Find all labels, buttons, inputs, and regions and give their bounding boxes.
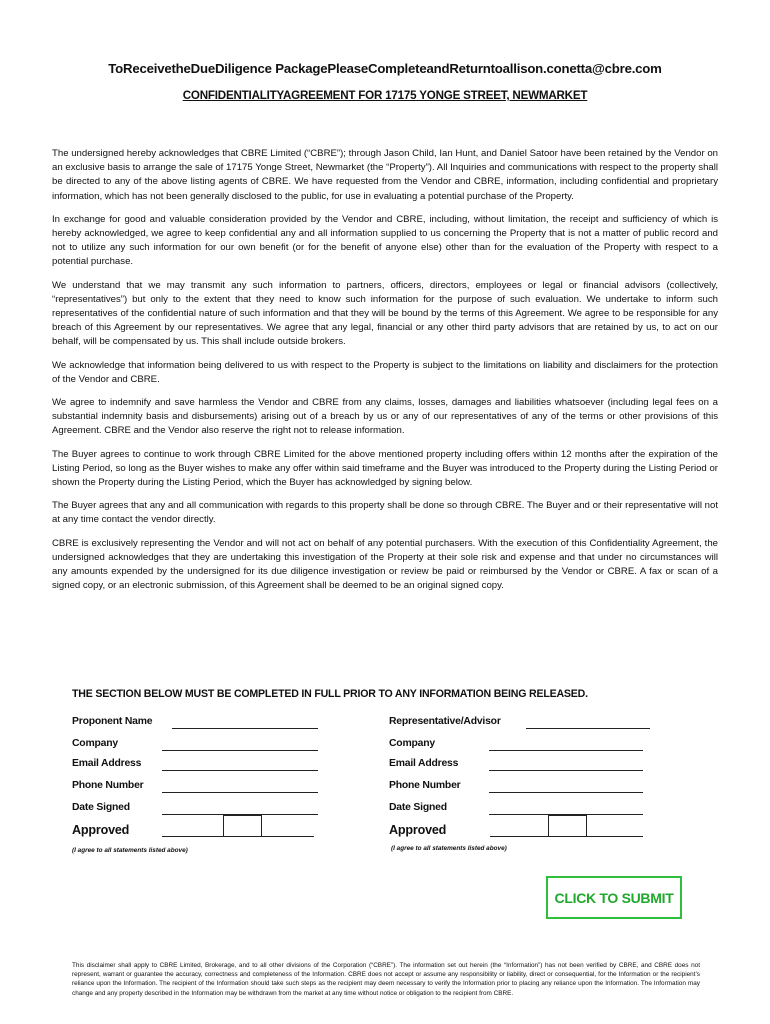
approved-label-right: Approved [389, 823, 447, 837]
company-label-left: Company [72, 738, 118, 749]
agree-note-right: (I agree to all statements listed above) [391, 845, 507, 852]
date-signed-label-right: Date Signed [389, 802, 447, 813]
paragraph-4: We acknowledge that information being delivered to us with respect to the Property is subject to the limitations on liability and disclaimers for the protection of the Vendor and CBRE. [52, 359, 718, 385]
company-field-left[interactable] [162, 750, 318, 751]
paragraph-1: The undersigned hereby acknowledges that CBRE Limited (“CBRE”); through Jason Child, Ian Hunt, and Daniel Satoor have been retained by the Vendor on an exclusive basis to arrange the sale of 17175 Yonge Street, Newmarket (the “Property”). All Inquiries and communications with respect to the property shall be directed to any of the above listing agents of CBRE. We have requested from the Vendor and CBRE, information, including confidential and proprietary information, which has not been generally disclosed to the public, for use in evaluating a potential purchase of the Property. [52, 148, 718, 202]
email-field-right[interactable] [489, 770, 643, 771]
agreement-title: CONFIDENTIALITYAGREEMENT FOR 17175 YONGE STREET, NEWMARKET [182, 89, 588, 102]
paragraph-7: The Buyer agrees that any and all communication with regards to this property shall be done so through CBRE. The Buyer and or their representative will not at any time contact the vendor directly. [52, 500, 718, 526]
representative-label: Representative/Advisor [389, 716, 501, 727]
phone-field-right[interactable] [489, 792, 643, 793]
date-signed-label-left: Date Signed [72, 802, 130, 813]
paragraph-2: In exchange for good and valuable consideration provided by the Vendor and CBRE, including, without limitation, the receipt and sufficiency of which is hereby acknowledged, we agree to keep confidential any and all information supplied to us concerning the Property that is not a matter of public record and not to utilize any such information for our own benefit (or for the benefit of anyone else) other than for the evaluation of the Property with respect to a potential purchase. [52, 213, 718, 268]
approved-checkbox-right[interactable] [548, 815, 587, 837]
proponent-name-field[interactable] [172, 728, 318, 729]
company-label-right: Company [389, 738, 435, 749]
paragraph-6: The Buyer agrees to continue to work through CBRE Limited for the above mentioned property including offers within 12 months after the expiration of the Listing Period, so long as the Buyer wishes to make any offer within said timeframe and the Buyer was introduced to the Property during the Listing Period or shown the Property during the Listing Period, which the Buyer has acknowledged by signing below. [52, 448, 718, 489]
representative-field[interactable] [526, 728, 650, 729]
approved-label-left: Approved [72, 823, 130, 837]
paragraph-5: We agree to indemnify and save harmless the Vendor and CBRE from any claims, losses, damages and liabilities whatsoever (including legal fees on a substantial indemnity basis and disbursements) arising out of a breach by us or any of our representatives of any of the terms or other provisions of this Agreement. CBRE and the Vendor also reserve the right not to release information. [52, 397, 718, 437]
phone-field-left[interactable] [162, 792, 318, 793]
paragraph-3: We understand that we may transmit any such information to partners, officers, directors, employees or legal or financial advisors (collectively, “representatives”) but only to the extent that they need to know such information for the purpose of such evaluation. We undertake to inform such representatives of the confidential nature of such information and that they will be bound by the terms of this Agreement. We agree to be responsible for any breach of this Agreement by our representatives. We agree that any legal, financial or any other third party advisors that are retained by us, to act on our behalf, will be compensated by us. This shall include outside brokers. [52, 279, 718, 348]
submit-button[interactable]: CLICK TO SUBMIT [546, 876, 682, 919]
company-field-right[interactable] [489, 750, 643, 751]
agree-note-left: (I agree to all statements listed above) [72, 847, 188, 854]
email-label-left: Email Address [72, 758, 142, 769]
paragraph-8: CBRE is exclusively representing the Vendor and will not act on behalf of any potential purchasers. With the execution of this Confidentiality Agreement, the undersigned acknowledges that they are undertaking this investigation of the Property at their sole risk and expense and that under no circumstances will any amounts expended by the undersigned for its due diligence investigation or review be paid or reimbursed by the Vendor or CBRE. A fax or scan of a signed copy, or an electronic submission, of this Agreement shall be deemed to be an original signed copy. [52, 537, 718, 592]
phone-label-right: Phone Number [389, 780, 461, 791]
phone-label-left: Phone Number [72, 780, 144, 791]
form-section-title: THE SECTION BELOW MUST BE COMPLETED IN FULL PRIOR TO ANY INFORMATION BEING RELEASED. [72, 688, 588, 700]
page-title: ToReceivetheDueDiligence PackagePleaseCompleteandReturntoallison.conetta@cbre.com [108, 61, 662, 76]
agreement-body [52, 147, 718, 602]
disclaimer-text: This disclaimer shall apply to CBRE Limited, Brokerage, and to all other divisions of the Corporation (“CBRE”). The information set out herein (the “Information”) has not been verified by CBRE, and CBRE does not represent, warrant or guarantee the accuracy, correctness and completeness of the Information. CBRE does not accept or assume any responsibility or liability, direct or consequential, for the Information or the recipient’s reliance upon the Information. The recipient of the Information should take such steps as the recipient may deem necessary to verify the Information prior to placing any reliance upon the Information. The Information may change and any property described in the Information may be withdrawn from the market at any time without notice or obligation to the recipient from CBRE. [72, 962, 700, 997]
email-label-right: Email Address [389, 758, 459, 769]
approved-checkbox-left[interactable] [223, 815, 262, 837]
proponent-name-label: Proponent Name [72, 716, 153, 727]
email-field-left[interactable] [162, 770, 318, 771]
